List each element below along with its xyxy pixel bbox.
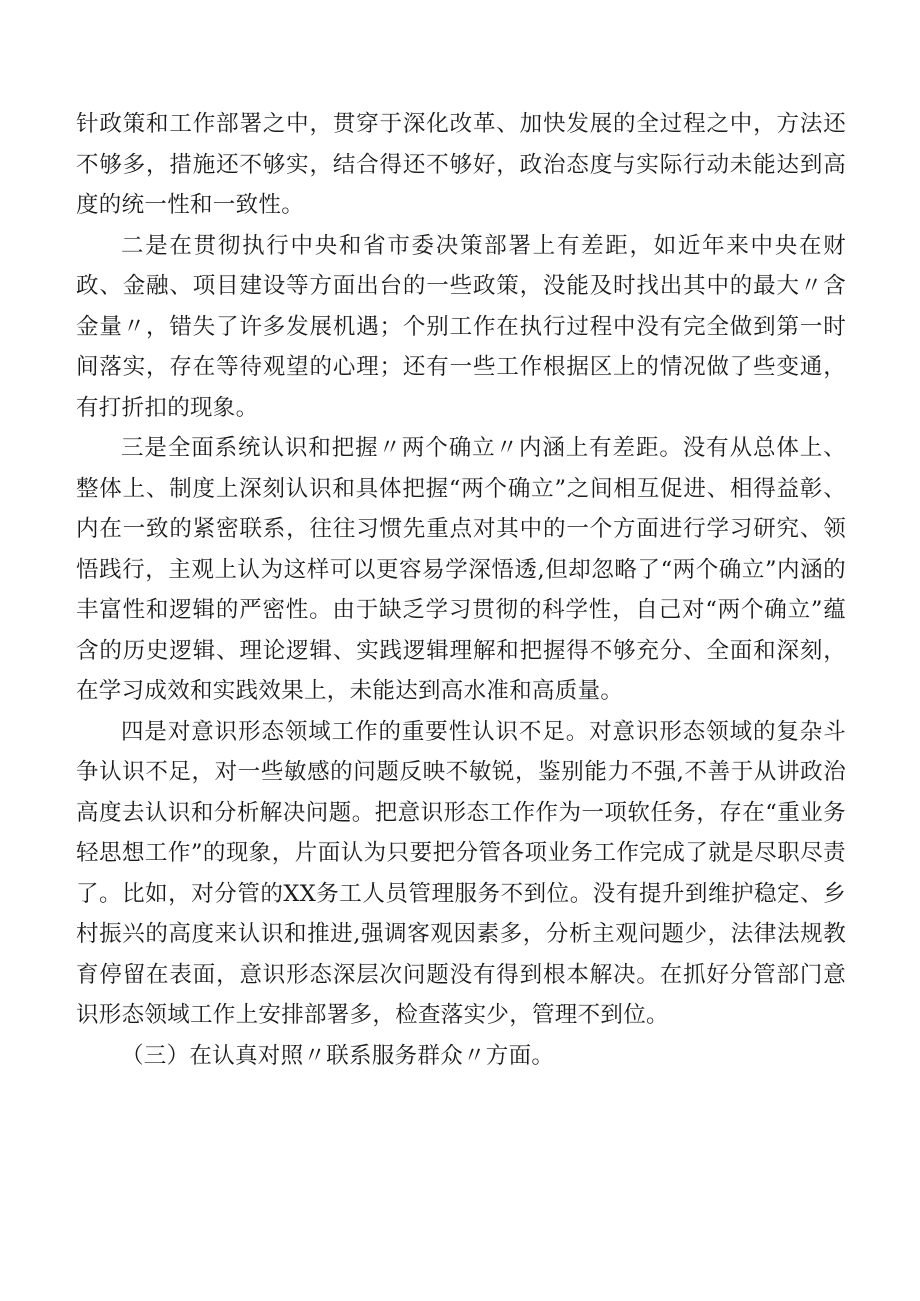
section-heading-three: （三）在认真对照〃联系服务群众〃方面。	[121, 1042, 555, 1069]
paragraph-continuation: 针政策和工作部署之中，贯穿于深化改革、加快发展的全过程之中，方法还不够多，措施还不够实，结合得还不够好，政治态度与实际行动未能达到高度的统一性和一致性。	[76, 111, 846, 218]
paragraph-point-two: 二是在贯彻执行中央和省市委决策部署上有差距，如近年来中央在财政、金融、项目建设等方面出台的一些政策，没能及时找出其中的最大〃含金量〃，错失了许多发展机遇；个别工作在执行过程中没有完全做到第一时间落实，存在等待观望的心理；还有一些工作根据区上的情况做了些变通，有打折扣的现象。	[76, 232, 846, 421]
document-body	[76, 104, 846, 1076]
paragraph-point-four: 四是对意识形态领域工作的重要性认识不足。对意识形态领域的复杂斗争认识不足，对一些敏感的问题反映不敏锐，鉴别能力不强,不善于从讲政治高度去认识和分析解决问题。把意识形态工作作为一项软任务，存在“重业务轻思想工作”的现象，片面认为只要把分管各项业务工作完成了就是尽职尽责了。比如，对分管的XX务工人员管理服务不到位。没有提升到维护稳定、乡村振兴的高度来认识和推进,强调客观因素多，分析主观问题少，法律法规教育停留在表面，意识形态深层次问题没有得到根本解决。在抓好分管部门意识形态领域工作上安排部署多，检查落实少，管理不到位。	[76, 718, 846, 1028]
paragraph-point-three: 三是全面系统认识和把握〃两个确立〃内涵上有差距。没有从总体上、整体上、制度上深刻认识和具体把握“两个确立”之间相互促进、相得益彰、内在一致的紧密联系，往往习惯先重点对其中的一个方面进行学习研究、领悟践行，主观上认为这样可以更容易学深悟透,但却忽略了“两个确立”内涵的丰富性和逻辑的严密性。由于缺乏学习贯彻的科学性，自己对“两个确立”蕴含的历史逻辑、理论逻辑、实践逻辑理解和把握得不够充分、全面和深刻，在学习成效和实践效果上，未能达到高水准和高质量。	[76, 435, 846, 704]
